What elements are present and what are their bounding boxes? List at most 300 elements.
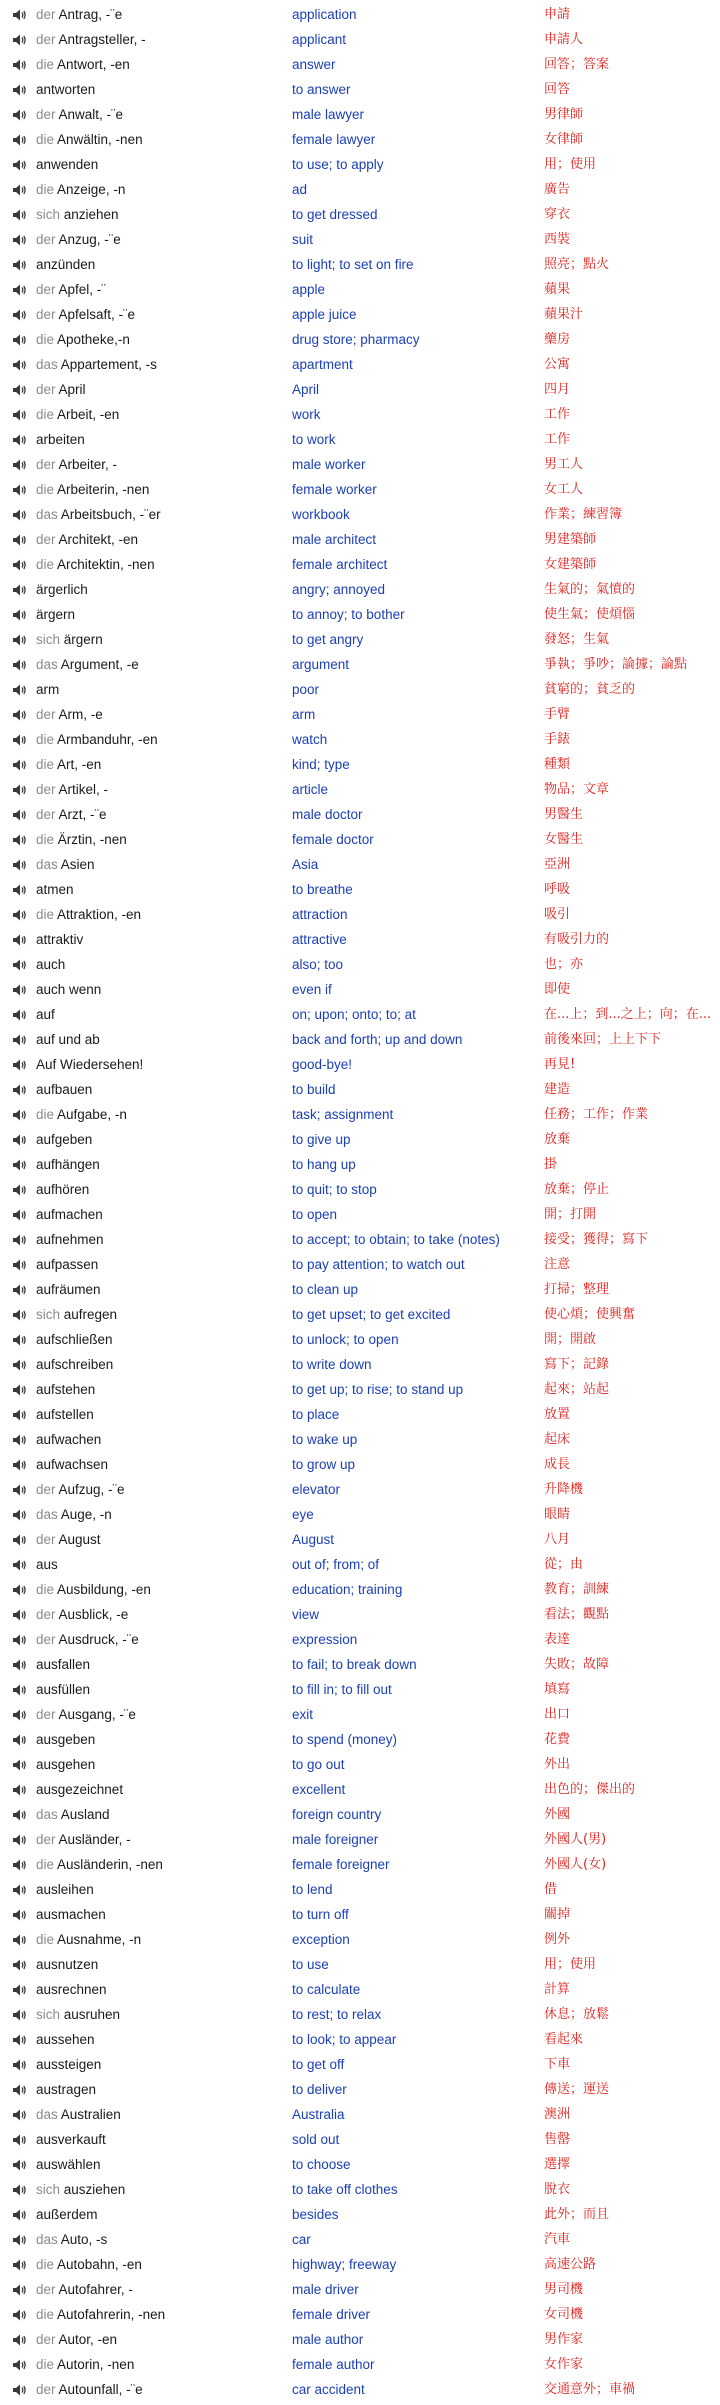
speaker-icon[interactable] xyxy=(12,2277,32,2302)
german-term xyxy=(36,602,292,627)
german-term xyxy=(36,1927,292,1952)
chinese-translation: 表達 xyxy=(544,1632,571,1647)
speaker-icon-glyph xyxy=(12,1008,28,1022)
speaker-icon[interactable] xyxy=(12,577,32,602)
speaker-icon[interactable] xyxy=(12,377,32,402)
chinese-translation: 汽車 xyxy=(544,2232,571,2247)
vocab-row xyxy=(0,877,720,902)
english-translation: besides xyxy=(292,2207,339,2222)
speaker-icon[interactable] xyxy=(12,1652,32,1677)
german-word: aufnehmen xyxy=(36,1232,104,1247)
speaker-icon-glyph xyxy=(12,408,28,422)
german-word: aus xyxy=(36,1557,58,1572)
vocab-row xyxy=(0,677,720,702)
speaker-icon-glyph xyxy=(12,558,28,572)
vocab-row xyxy=(0,1652,720,1677)
vocab-row xyxy=(0,52,720,77)
english-translation: exit xyxy=(292,1707,314,1722)
german-word: ärgerlich xyxy=(36,582,88,597)
vocab-row xyxy=(0,2127,720,2152)
speaker-icon[interactable] xyxy=(12,2027,32,2052)
speaker-icon-glyph xyxy=(12,458,28,472)
vocab-row xyxy=(0,1077,720,1102)
german-term xyxy=(36,2102,292,2127)
german-word: auswählen xyxy=(36,2157,101,2172)
article: sich xyxy=(36,207,64,222)
vocab-row xyxy=(0,1902,720,1927)
german-word: Attraktion, -en xyxy=(57,907,142,922)
speaker-icon[interactable] xyxy=(12,127,32,152)
vocab-row xyxy=(0,477,720,502)
vocab-row xyxy=(0,727,720,752)
chinese-translation: 男司機 xyxy=(544,2282,584,2297)
speaker-icon[interactable] xyxy=(12,2152,32,2177)
speaker-icon[interactable] xyxy=(12,1302,32,1327)
article: der xyxy=(36,282,59,297)
speaker-icon[interactable] xyxy=(12,827,32,852)
speaker-icon[interactable] xyxy=(12,602,32,627)
german-word: Anzug, -¨e xyxy=(58,232,121,247)
german-word: Ausländerin, -nen xyxy=(57,1857,163,1872)
english-translation: to choose xyxy=(292,2157,351,2172)
english-translation: poor xyxy=(292,682,320,697)
english-translation: to deliver xyxy=(292,2082,347,2097)
speaker-icon-glyph xyxy=(12,1233,28,1247)
speaker-icon[interactable] xyxy=(12,1477,32,1502)
german-term xyxy=(36,1827,292,1852)
speaker-icon[interactable] xyxy=(12,1252,32,1277)
german-term xyxy=(36,652,292,677)
speaker-icon[interactable] xyxy=(12,1227,32,1252)
speaker-icon[interactable] xyxy=(12,1277,32,1302)
article: der xyxy=(36,1607,59,1622)
speaker-icon[interactable] xyxy=(12,152,32,177)
german-term xyxy=(36,102,292,127)
english-translation: to quit; to stop xyxy=(292,1182,377,1197)
speaker-icon[interactable] xyxy=(12,1177,32,1202)
german-term xyxy=(36,1952,292,1977)
german-term xyxy=(36,127,292,152)
vocab-row xyxy=(0,502,720,527)
speaker-icon[interactable] xyxy=(12,2127,32,2152)
speaker-icon[interactable] xyxy=(12,1327,32,1352)
speaker-icon[interactable] xyxy=(12,1927,32,1952)
chinese-translation: 此外；而且 xyxy=(544,2207,610,2222)
speaker-icon-glyph xyxy=(12,2258,28,2272)
vocab-row xyxy=(0,1927,720,1952)
vocab-row xyxy=(0,1877,720,1902)
english-translation: to build xyxy=(292,1082,336,1097)
english-translation: argument xyxy=(292,657,350,672)
speaker-icon-glyph xyxy=(12,1858,28,1872)
chinese-translation: 放棄；停止 xyxy=(544,1182,610,1197)
speaker-icon[interactable] xyxy=(12,402,32,427)
german-word: Autorin, -nen xyxy=(57,2357,135,2372)
german-term xyxy=(36,1402,292,1427)
speaker-icon[interactable] xyxy=(12,302,32,327)
speaker-icon[interactable] xyxy=(12,1952,32,1977)
speaker-icon[interactable] xyxy=(12,2377,32,2402)
german-word: ausfüllen xyxy=(36,1682,91,1697)
german-word: aussehen xyxy=(36,2032,95,2047)
speaker-icon[interactable] xyxy=(12,1402,32,1427)
speaker-icon-glyph xyxy=(12,258,28,272)
speaker-icon-glyph xyxy=(12,533,28,547)
german-term xyxy=(36,2202,292,2227)
german-word: Anwältin, -nen xyxy=(57,132,143,147)
vocab-row xyxy=(0,1677,720,1702)
german-word: ausgehen xyxy=(36,1757,96,1772)
speaker-icon[interactable] xyxy=(12,252,32,277)
german-term xyxy=(36,527,292,552)
chinese-translation: 售罄 xyxy=(544,2132,571,2147)
speaker-icon[interactable] xyxy=(12,1527,32,1552)
speaker-icon-glyph xyxy=(12,383,28,397)
german-term xyxy=(36,927,292,952)
speaker-icon[interactable] xyxy=(12,2352,32,2377)
speaker-icon[interactable] xyxy=(12,652,32,677)
german-term xyxy=(36,1752,292,1777)
vocab-row xyxy=(0,1052,720,1077)
german-word: ausgezeichnet xyxy=(36,1782,124,1797)
article: die xyxy=(36,132,58,147)
chinese-translation: 申請人 xyxy=(544,32,584,47)
speaker-icon[interactable] xyxy=(12,2227,32,2252)
speaker-icon[interactable] xyxy=(12,627,32,652)
speaker-icon[interactable] xyxy=(12,1802,32,1827)
speaker-icon[interactable] xyxy=(12,1752,32,1777)
speaker-icon[interactable] xyxy=(12,2177,32,2202)
speaker-icon[interactable] xyxy=(12,1777,32,1802)
speaker-icon[interactable] xyxy=(12,2327,32,2352)
speaker-icon[interactable] xyxy=(12,477,32,502)
chinese-translation: 高速公路 xyxy=(544,2257,597,2272)
speaker-icon[interactable] xyxy=(12,277,32,302)
chinese-translation: 建造 xyxy=(544,1082,571,1097)
english-translation: elevator xyxy=(292,1482,341,1497)
german-term xyxy=(36,1077,292,1102)
speaker-icon-glyph xyxy=(12,1483,28,1497)
german-term xyxy=(36,502,292,527)
chinese-translation: 從；由 xyxy=(544,1557,584,1572)
speaker-icon[interactable] xyxy=(12,1077,32,1102)
speaker-icon-glyph xyxy=(12,1558,28,1572)
german-term xyxy=(36,1202,292,1227)
german-term xyxy=(36,1852,292,1877)
speaker-icon[interactable] xyxy=(12,52,32,77)
german-word: aufstehen xyxy=(36,1382,96,1397)
speaker-icon[interactable] xyxy=(12,1052,32,1077)
english-translation: task; assignment xyxy=(292,1107,394,1122)
vocab-row xyxy=(0,2152,720,2177)
chinese-translation: 寫下；記錄 xyxy=(544,1357,610,1372)
article: die xyxy=(36,1857,58,1872)
english-translation: male author xyxy=(292,2332,364,2347)
speaker-icon-glyph xyxy=(12,108,28,122)
speaker-icon[interactable] xyxy=(12,1102,32,1127)
german-word: anwenden xyxy=(36,157,99,172)
chinese-translation: 回答 xyxy=(544,82,571,97)
german-word: ausziehen xyxy=(63,2182,126,2197)
german-word: ausnutzen xyxy=(36,1957,99,1972)
german-word: ärgern xyxy=(36,607,76,622)
speaker-icon[interactable] xyxy=(12,727,32,752)
speaker-icon[interactable] xyxy=(12,327,32,352)
speaker-icon[interactable] xyxy=(12,1377,32,1402)
speaker-icon-glyph xyxy=(12,583,28,597)
speaker-icon[interactable] xyxy=(12,1677,32,1702)
german-word: antworten xyxy=(36,82,96,97)
speaker-icon[interactable] xyxy=(12,2202,32,2227)
vocab-row xyxy=(0,402,720,427)
chinese-translation: 出口 xyxy=(544,1707,571,1722)
speaker-icon-glyph xyxy=(12,158,28,172)
chinese-translation: 照亮；點火 xyxy=(544,257,610,272)
chinese-translation: 女建築師 xyxy=(544,557,597,572)
speaker-icon[interactable] xyxy=(12,1577,32,1602)
speaker-icon[interactable] xyxy=(12,1627,32,1652)
german-term xyxy=(36,1577,292,1602)
speaker-icon[interactable] xyxy=(12,1452,32,1477)
vocab-row xyxy=(0,977,720,1002)
chinese-translation: 開；打開 xyxy=(544,1207,597,1222)
speaker-icon[interactable] xyxy=(12,1727,32,1752)
vocab-row xyxy=(0,1952,720,1977)
german-term xyxy=(36,402,292,427)
speaker-icon[interactable] xyxy=(12,1977,32,2002)
speaker-icon[interactable] xyxy=(12,502,32,527)
english-translation: to go out xyxy=(292,1757,345,1772)
chinese-translation: 作業；練習簿 xyxy=(544,507,623,522)
speaker-icon-glyph xyxy=(12,658,28,672)
speaker-icon[interactable] xyxy=(12,902,32,927)
speaker-icon[interactable] xyxy=(12,177,32,202)
german-term xyxy=(36,627,292,652)
speaker-icon[interactable] xyxy=(12,527,32,552)
speaker-icon[interactable] xyxy=(12,2252,32,2277)
german-word: Ausbildung, -en xyxy=(57,1582,151,1597)
english-translation: watch xyxy=(292,732,328,747)
chinese-translation: 即使 xyxy=(544,982,571,997)
speaker-icon[interactable] xyxy=(12,702,32,727)
speaker-icon[interactable] xyxy=(12,1202,32,1227)
speaker-icon-glyph xyxy=(12,1783,28,1797)
speaker-icon[interactable] xyxy=(12,752,32,777)
chinese-translation: 用；使用 xyxy=(544,157,597,172)
english-translation: to work xyxy=(292,432,336,447)
chinese-translation: 脫衣 xyxy=(544,2182,571,2197)
speaker-icon[interactable] xyxy=(12,552,32,577)
speaker-icon[interactable] xyxy=(12,952,32,977)
speaker-icon[interactable] xyxy=(12,1552,32,1577)
german-word: aufschließen xyxy=(36,1332,113,1347)
chinese-translation: 傳送；運送 xyxy=(544,2082,610,2097)
speaker-icon-glyph xyxy=(12,858,28,872)
speaker-icon-glyph xyxy=(12,983,28,997)
vocab-row xyxy=(0,1427,720,1452)
speaker-icon[interactable] xyxy=(12,1852,32,1877)
english-translation: to spend (money) xyxy=(292,1732,398,1747)
english-translation: to open xyxy=(292,1207,338,1222)
speaker-icon[interactable] xyxy=(12,2102,32,2127)
article: der xyxy=(36,807,59,822)
vocab-row xyxy=(0,2252,720,2277)
speaker-icon[interactable] xyxy=(12,1002,32,1027)
speaker-icon[interactable] xyxy=(12,977,32,1002)
german-word: auch xyxy=(36,957,66,972)
vocab-row xyxy=(0,602,720,627)
english-translation: female worker xyxy=(292,482,377,497)
speaker-icon-glyph xyxy=(12,1708,28,1722)
vocab-row xyxy=(0,1302,720,1327)
speaker-icon[interactable] xyxy=(12,77,32,102)
german-word: anziehen xyxy=(63,207,119,222)
german-word: Ausland xyxy=(60,1807,110,1822)
vocab-row xyxy=(0,2052,720,2077)
german-term xyxy=(36,452,292,477)
speaker-icon[interactable] xyxy=(12,1877,32,1902)
speaker-icon-glyph xyxy=(12,1683,28,1697)
vocab-row xyxy=(0,202,720,227)
speaker-icon[interactable] xyxy=(12,227,32,252)
english-translation: article xyxy=(292,782,329,797)
german-word: Artikel, - xyxy=(58,782,109,797)
chinese-translation: 女醫生 xyxy=(544,832,584,847)
speaker-icon[interactable] xyxy=(12,2002,32,2027)
speaker-icon-glyph xyxy=(12,508,28,522)
speaker-icon[interactable] xyxy=(12,1702,32,1727)
speaker-icon[interactable] xyxy=(12,1502,32,1527)
speaker-icon[interactable] xyxy=(12,1127,32,1152)
german-term xyxy=(36,1327,292,1352)
article: der xyxy=(36,2332,59,2347)
speaker-icon[interactable] xyxy=(12,852,32,877)
german-word: arm xyxy=(36,682,60,697)
speaker-icon[interactable] xyxy=(12,677,32,702)
speaker-icon-glyph xyxy=(12,133,28,147)
chinese-translation: 外國人(男) xyxy=(544,1832,607,1847)
vocab-row xyxy=(0,2077,720,2102)
speaker-icon-glyph xyxy=(12,2283,28,2297)
speaker-icon-glyph xyxy=(12,783,28,797)
speaker-icon[interactable] xyxy=(12,427,32,452)
chinese-translation: 亞洲 xyxy=(544,857,571,872)
vocab-row xyxy=(0,802,720,827)
chinese-translation: 爭執；爭吵；論據；論點 xyxy=(544,657,688,672)
speaker-icon[interactable] xyxy=(12,1427,32,1452)
german-word: Auge, -n xyxy=(60,1507,112,1522)
speaker-icon[interactable] xyxy=(12,2052,32,2077)
german-term xyxy=(36,552,292,577)
english-translation: to accept; to obtain; to take (notes) xyxy=(292,1232,500,1247)
english-translation: sold out xyxy=(292,2132,340,2147)
german-word: Arbeit, -en xyxy=(57,407,120,422)
chinese-translation: 公寓 xyxy=(544,357,571,372)
english-translation: male doctor xyxy=(292,807,363,822)
speaker-icon[interactable] xyxy=(12,1152,32,1177)
chinese-translation: 申請 xyxy=(544,7,571,22)
speaker-icon-glyph xyxy=(12,1508,28,1522)
speaker-icon[interactable] xyxy=(12,102,32,127)
speaker-icon[interactable] xyxy=(12,27,32,52)
english-translation: applicant xyxy=(292,32,347,47)
speaker-icon-glyph xyxy=(12,1533,28,1547)
german-word: aufwachsen xyxy=(36,1457,109,1472)
english-translation: April xyxy=(292,382,320,397)
speaker-icon-glyph xyxy=(12,1658,28,1672)
german-word: aufwachen xyxy=(36,1432,102,1447)
speaker-icon[interactable] xyxy=(12,877,32,902)
speaker-icon[interactable] xyxy=(12,1027,32,1052)
speaker-icon[interactable] xyxy=(12,2,32,27)
speaker-icon[interactable] xyxy=(12,2302,32,2327)
speaker-icon[interactable] xyxy=(12,1352,32,1377)
speaker-icon-glyph xyxy=(12,1133,28,1147)
speaker-icon-glyph xyxy=(12,1633,28,1647)
german-term xyxy=(36,1427,292,1452)
english-translation: to place xyxy=(292,1407,340,1422)
english-translation: even if xyxy=(292,982,332,997)
vocab-row xyxy=(0,2227,720,2252)
speaker-icon[interactable] xyxy=(12,202,32,227)
speaker-icon-glyph xyxy=(12,1583,28,1597)
speaker-icon[interactable] xyxy=(12,2077,32,2102)
speaker-icon[interactable] xyxy=(12,927,32,952)
english-translation: female architect xyxy=(292,557,388,572)
english-translation: foreign country xyxy=(292,1807,382,1822)
speaker-icon-glyph xyxy=(12,633,28,647)
speaker-icon[interactable] xyxy=(12,1902,32,1927)
english-translation: expression xyxy=(292,1632,358,1647)
chinese-translation: 借 xyxy=(544,1882,558,1897)
english-translation: ad xyxy=(292,182,308,197)
chinese-translation: 蘋果汁 xyxy=(544,307,584,322)
german-word: ausgeben xyxy=(36,1732,96,1747)
vocab-row xyxy=(0,1127,720,1152)
german-word: Arbeitsbuch, -¨er xyxy=(60,507,161,522)
english-translation: female doctor xyxy=(292,832,374,847)
speaker-icon[interactable] xyxy=(12,1602,32,1627)
vocab-row xyxy=(0,452,720,477)
chinese-translation: 澳洲 xyxy=(544,2107,571,2122)
german-term xyxy=(36,1677,292,1702)
speaker-icon-glyph xyxy=(12,1358,28,1372)
speaker-icon[interactable] xyxy=(12,1827,32,1852)
speaker-icon-glyph xyxy=(12,608,28,622)
vocab-row xyxy=(0,2177,720,2202)
english-translation: good-bye! xyxy=(292,1057,353,1072)
speaker-icon[interactable] xyxy=(12,802,32,827)
chinese-translation: 起床 xyxy=(544,1432,571,1447)
speaker-icon-glyph xyxy=(12,2133,28,2147)
german-word: Aufzug, -¨e xyxy=(58,1482,125,1497)
german-word: ausmachen xyxy=(36,1907,106,1922)
chinese-translation: 女司機 xyxy=(544,2307,584,2322)
vocab-row xyxy=(0,1977,720,2002)
speaker-icon[interactable] xyxy=(12,777,32,802)
speaker-icon-glyph xyxy=(12,1258,28,1272)
speaker-icon[interactable] xyxy=(12,452,32,477)
speaker-icon[interactable] xyxy=(12,352,32,377)
german-word: aussteigen xyxy=(36,2057,102,2072)
german-term xyxy=(36,2377,292,2402)
german-word: Autobahn, -en xyxy=(57,2257,142,2272)
vocab-row xyxy=(0,1377,720,1402)
article: das xyxy=(36,357,61,372)
german-word: Ärztin, -nen xyxy=(57,832,127,847)
chinese-translation: 放棄 xyxy=(544,1132,571,1147)
speaker-icon-glyph xyxy=(12,358,28,372)
